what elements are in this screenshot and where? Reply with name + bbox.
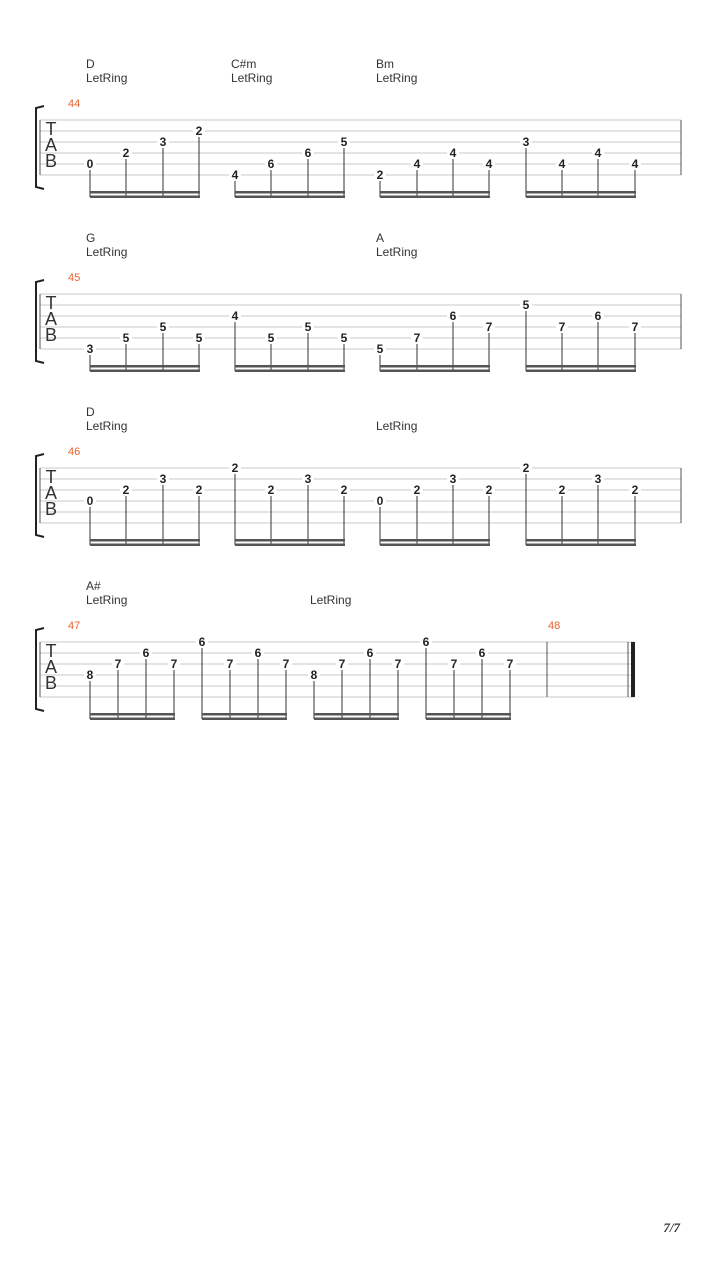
fret-number: 7: [338, 657, 346, 671]
tab-clef-letter: A: [44, 309, 58, 329]
tab-clef-letter: B: [44, 325, 58, 345]
fret-number: 8: [86, 668, 94, 682]
beam: [90, 191, 200, 194]
tab-clef-letter: T: [45, 293, 57, 313]
final-barline-thick: [631, 642, 635, 697]
fret-number: 5: [267, 331, 275, 345]
beam: [380, 191, 490, 194]
beam: [235, 370, 345, 373]
page-number: 7/7: [663, 1220, 680, 1235]
let-ring-label: LetRing: [86, 245, 128, 259]
fret-number: 5: [522, 298, 530, 312]
let-ring-label: LetRing: [376, 71, 418, 85]
fret-number: 7: [394, 657, 402, 671]
tab-clef-letter: B: [44, 151, 58, 171]
fret-number: 4: [413, 157, 421, 171]
beam: [526, 365, 636, 368]
fret-number: 3: [159, 135, 167, 149]
beam: [90, 196, 200, 199]
fret-number: 6: [267, 157, 275, 171]
fret-number: 6: [449, 309, 457, 323]
fret-number: 6: [594, 309, 602, 323]
fret-number: 6: [198, 635, 206, 649]
fret-number: 2: [195, 483, 203, 497]
chord-name: A: [376, 231, 385, 245]
beam: [380, 370, 490, 373]
fret-number: 5: [195, 331, 203, 345]
fret-number: 5: [376, 342, 384, 356]
fret-number: 8: [310, 668, 318, 682]
beam: [90, 365, 200, 368]
fret-number: 3: [304, 472, 312, 486]
fret-number: 6: [366, 646, 374, 660]
fret-number: 6: [142, 646, 150, 660]
fret-number: 2: [485, 483, 493, 497]
fret-number: 4: [631, 157, 639, 171]
beam: [526, 539, 636, 542]
beam: [526, 544, 636, 547]
fret-number: 2: [558, 483, 566, 497]
beam: [380, 544, 490, 547]
fret-number: 5: [340, 135, 348, 149]
beam: [380, 196, 490, 199]
tab-clef-letter: T: [45, 641, 57, 661]
beam: [202, 713, 287, 716]
beam: [426, 713, 511, 716]
fret-number: 7: [450, 657, 458, 671]
let-ring-label: LetRing: [86, 593, 128, 607]
fret-number: 0: [86, 157, 94, 171]
beam: [380, 365, 490, 368]
measure-number: 44: [68, 98, 81, 110]
beam: [526, 196, 636, 199]
fret-number: 3: [522, 135, 530, 149]
beam: [90, 718, 175, 721]
fret-number: 7: [170, 657, 178, 671]
beam: [235, 365, 345, 368]
beam: [235, 544, 345, 547]
beam: [90, 539, 200, 542]
let-ring-label: LetRing: [376, 245, 418, 259]
fret-number: 2: [267, 483, 275, 497]
measure-number: 46: [68, 446, 81, 458]
measure-number: 45: [68, 272, 81, 284]
chord-name: D: [86, 57, 95, 71]
chord-name: D: [86, 405, 95, 419]
tab-clef-letter: A: [44, 483, 58, 503]
let-ring-label: LetRing: [376, 419, 418, 433]
tab-clef-letter: B: [44, 673, 58, 693]
fret-number: 4: [449, 146, 457, 160]
fret-number: 5: [159, 320, 167, 334]
beam: [90, 370, 200, 373]
chord-name: G: [86, 231, 96, 245]
fret-number: 7: [282, 657, 290, 671]
beam: [314, 718, 399, 721]
fret-number: 3: [86, 342, 94, 356]
chord-name: Bm: [376, 57, 394, 71]
beam: [235, 191, 345, 194]
tab-clef-letter: B: [44, 499, 58, 519]
beam: [235, 539, 345, 542]
fret-number: 5: [122, 331, 130, 345]
chord-name: C#m: [231, 57, 257, 71]
fret-number: 7: [506, 657, 514, 671]
tab-clef-letter: T: [45, 467, 57, 487]
fret-number: 2: [413, 483, 421, 497]
beam: [90, 544, 200, 547]
fret-number: 3: [594, 472, 602, 486]
fret-number: 5: [340, 331, 348, 345]
fret-number: 6: [304, 146, 312, 160]
fret-number: 2: [122, 146, 130, 160]
measure-number: 47: [68, 620, 81, 632]
let-ring-label: LetRing: [86, 71, 128, 85]
beam: [90, 713, 175, 716]
beam: [526, 370, 636, 373]
fret-number: 2: [195, 124, 203, 138]
fret-number: 7: [558, 320, 566, 334]
tab-clef-letter: T: [45, 119, 57, 139]
fret-number: 5: [304, 320, 312, 334]
fret-number: 3: [159, 472, 167, 486]
fret-number: 7: [114, 657, 122, 671]
beam: [426, 718, 511, 721]
let-ring-label: LetRing: [86, 419, 128, 433]
fret-number: 2: [522, 461, 530, 475]
fret-number: 4: [231, 309, 239, 323]
fret-number: 6: [254, 646, 262, 660]
fret-number: 0: [86, 494, 94, 508]
beam: [235, 196, 345, 199]
beam: [526, 191, 636, 194]
fret-number: 7: [485, 320, 493, 334]
fret-number: 7: [631, 320, 639, 334]
fret-number: 7: [413, 331, 421, 345]
fret-number: 2: [122, 483, 130, 497]
fret-number: 3: [449, 472, 457, 486]
let-ring-label: LetRing: [310, 593, 352, 607]
fret-number: 0: [376, 494, 384, 508]
fret-number: 4: [231, 168, 239, 182]
fret-number: 2: [340, 483, 348, 497]
tab-clef-letter: A: [44, 657, 58, 677]
beam: [202, 718, 287, 721]
tab-clef-letter: A: [44, 135, 58, 155]
fret-number: 4: [558, 157, 566, 171]
fret-number: 7: [226, 657, 234, 671]
measure-number: 48: [548, 620, 561, 632]
fret-number: 4: [594, 146, 602, 160]
chord-name: A#: [86, 579, 101, 593]
fret-number: 2: [376, 168, 384, 182]
beam: [380, 539, 490, 542]
fret-number: 6: [478, 646, 486, 660]
fret-number: 6: [422, 635, 430, 649]
fret-number: 4: [485, 157, 493, 171]
let-ring-label: LetRing: [231, 71, 273, 85]
fret-number: 2: [231, 461, 239, 475]
beam: [314, 713, 399, 716]
fret-number: 2: [631, 483, 639, 497]
